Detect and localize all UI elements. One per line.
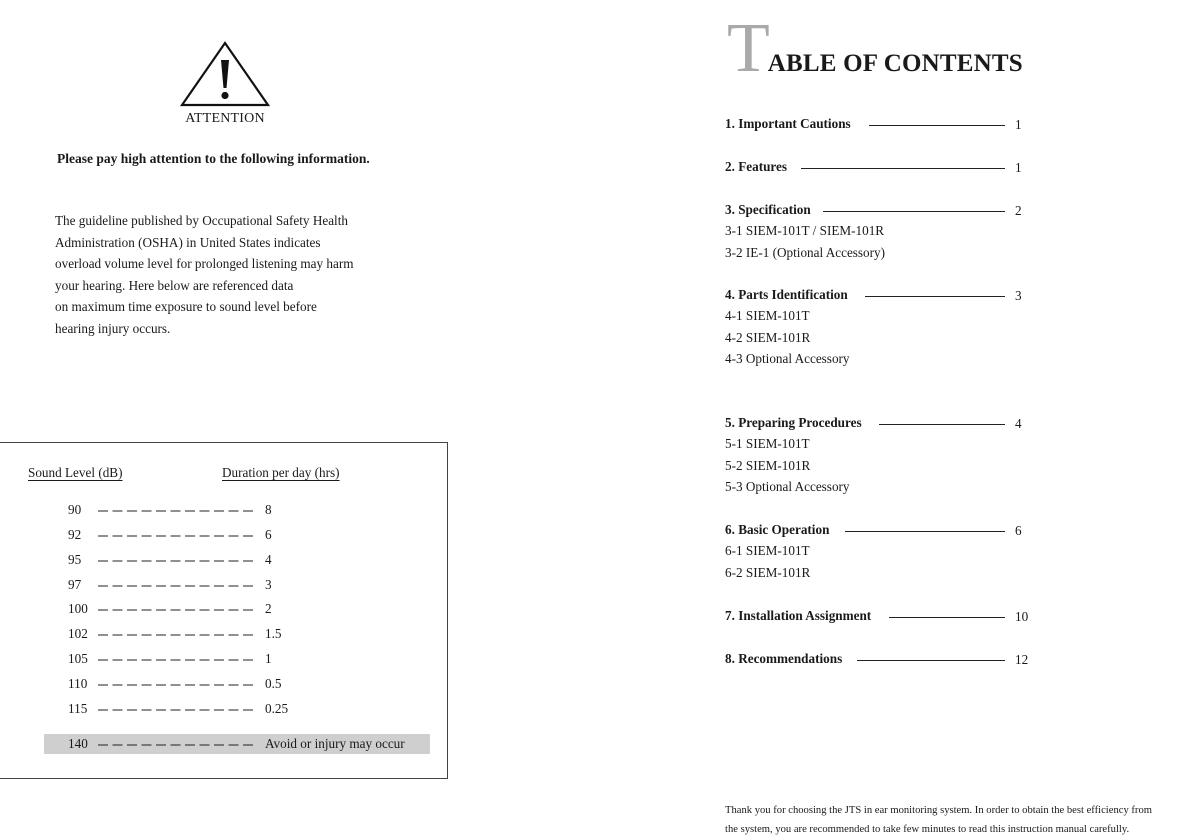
toc-leader-line: [857, 660, 1005, 661]
duration-value: 1: [265, 651, 272, 666]
toc-entry[interactable]: [725, 415, 1025, 435]
duration-value: 1.5: [265, 626, 282, 641]
toc-subentry[interactable]: 4-2 SIEM-101R: [725, 329, 811, 345]
toc-entry-title: 8. Recommendations: [725, 651, 843, 666]
toc-page-number: 6: [1015, 523, 1022, 538]
toc-subentry[interactable]: 6-1 SIEM-101T: [725, 543, 810, 558]
toc-page-number: 10: [1015, 609, 1029, 624]
sound-level-value: 115: [68, 701, 88, 716]
toc-subentry[interactable]: 5-1 SIEM-101T: [725, 436, 810, 451]
toc-subentry[interactable]: 5-2 SIEM-101R: [725, 457, 811, 473]
sound-level-value: 110: [68, 676, 88, 691]
duration-value: 8: [265, 502, 272, 517]
toc-subentry[interactable]: 3-1 SIEM-101T / SIEM-101R: [725, 223, 885, 238]
toc-leader-line: [865, 296, 1005, 297]
sound-level-value: 102: [68, 626, 88, 641]
toc-page-number: 1: [1015, 117, 1022, 132]
toc-entry[interactable]: [725, 159, 1025, 179]
toc-entry[interactable]: [725, 608, 1029, 628]
toc-title: [727, 10, 1023, 87]
table-row: [44, 624, 430, 644]
duration-value: 6: [265, 527, 272, 542]
toc-leader-line: [845, 531, 1005, 532]
paragraph-line: your hearing. Here below are referenced data: [55, 277, 294, 293]
duration-value: Avoid or injury may occur: [265, 736, 405, 751]
toc-entry-title: 4. Parts Identification: [725, 287, 848, 302]
toc-title-initial: T: [727, 10, 770, 87]
paragraph-line: The guideline published by Occupational Safety Health: [55, 213, 348, 228]
toc-entry-title: 5. Preparing Procedures: [725, 415, 862, 430]
sound-level-value: 90: [68, 502, 82, 517]
warning-triangle-icon: [180, 40, 270, 108]
sound-level-value: 100: [68, 601, 88, 616]
duration-value: 0.25: [265, 701, 289, 716]
table-row: [44, 525, 430, 545]
duration-value: 4: [265, 552, 272, 567]
attention-notice: Please pay high attention to the following information.: [57, 151, 370, 166]
footer-note: [725, 801, 1152, 839]
toc-entry-title: 2. Features: [725, 159, 788, 174]
table-row: [44, 599, 430, 619]
toc-leader-line: [879, 424, 1005, 425]
sound-level-value: 105: [68, 651, 88, 666]
toc-entry-title: 3. Specification: [725, 202, 811, 217]
toc-entry-title: 1. Important Cautions: [725, 116, 851, 131]
toc-entry-title: 7. Installation Assignment: [725, 608, 872, 623]
sound-level-value: 92: [68, 527, 82, 542]
toc-page-number: 1: [1015, 160, 1022, 175]
toc-entry[interactable]: [725, 651, 1029, 671]
osha-paragraph: [55, 210, 415, 340]
sound-level-value: 95: [68, 552, 82, 567]
toc-entry[interactable]: [725, 202, 1025, 222]
toc-page-number: 12: [1015, 652, 1029, 667]
attention-label: ATTENTION: [185, 111, 265, 126]
paragraph-line: overload volume level for prolonged listening may harm: [55, 256, 354, 272]
toc-leader-line: [889, 617, 1005, 618]
toc-title-rest: ABLE OF CONTENTS: [767, 50, 1023, 77]
sound-level-value: 97: [68, 577, 82, 592]
paragraph-line: hearing injury occurs.: [55, 320, 171, 336]
table-row-highlighted: [44, 734, 430, 754]
table-row: [44, 500, 430, 520]
duration-value: 3: [265, 577, 272, 592]
toc-entry[interactable]: [725, 116, 1025, 136]
paragraph-line: on maximum time exposure to sound level before: [55, 299, 317, 315]
sound-level-header: Sound Level (dB): [28, 465, 123, 480]
paragraph-line: Administration (OSHA) in United States indicates: [55, 234, 321, 250]
table-row: [44, 550, 430, 570]
duration-header: Duration per day (hrs): [222, 465, 340, 480]
duration-value: 2: [265, 601, 272, 616]
toc-entry-title: 6. Basic Operation: [725, 522, 830, 537]
toc-entry[interactable]: [725, 287, 1025, 307]
toc-page-number: 2: [1015, 203, 1022, 218]
toc-subentry[interactable]: 4-3 Optional Accessory: [725, 351, 850, 366]
toc-entry[interactable]: [725, 522, 1025, 542]
table-row: [44, 649, 430, 669]
footer-line: Thank you for choosing the JTS in ear monitoring system. In order to obtain the best efficiency from: [725, 805, 1152, 816]
duration-value: 0.5: [265, 676, 282, 691]
table-row: [44, 699, 430, 719]
table-row: [44, 575, 430, 595]
toc-subentry[interactable]: 3-2 IE-1 (Optional Accessory): [725, 244, 886, 260]
toc-subentry[interactable]: 4-1 SIEM-101T: [725, 308, 810, 323]
toc-leader-line: [801, 168, 1005, 169]
toc-subentry[interactable]: 5-3 Optional Accessory: [725, 479, 850, 494]
footer-line: the system, you are recommended to take few minutes to read this instruction manual carefully.: [725, 824, 1130, 835]
toc-page-number: 3: [1015, 288, 1022, 303]
sound-level-value: 140: [68, 736, 88, 751]
toc-page-number: 4: [1015, 416, 1022, 431]
toc-leader-line: [869, 125, 1005, 126]
table-row: [44, 674, 430, 694]
toc-subentry[interactable]: 6-2 SIEM-101R: [725, 564, 811, 580]
toc-leader-line: [823, 211, 1005, 212]
